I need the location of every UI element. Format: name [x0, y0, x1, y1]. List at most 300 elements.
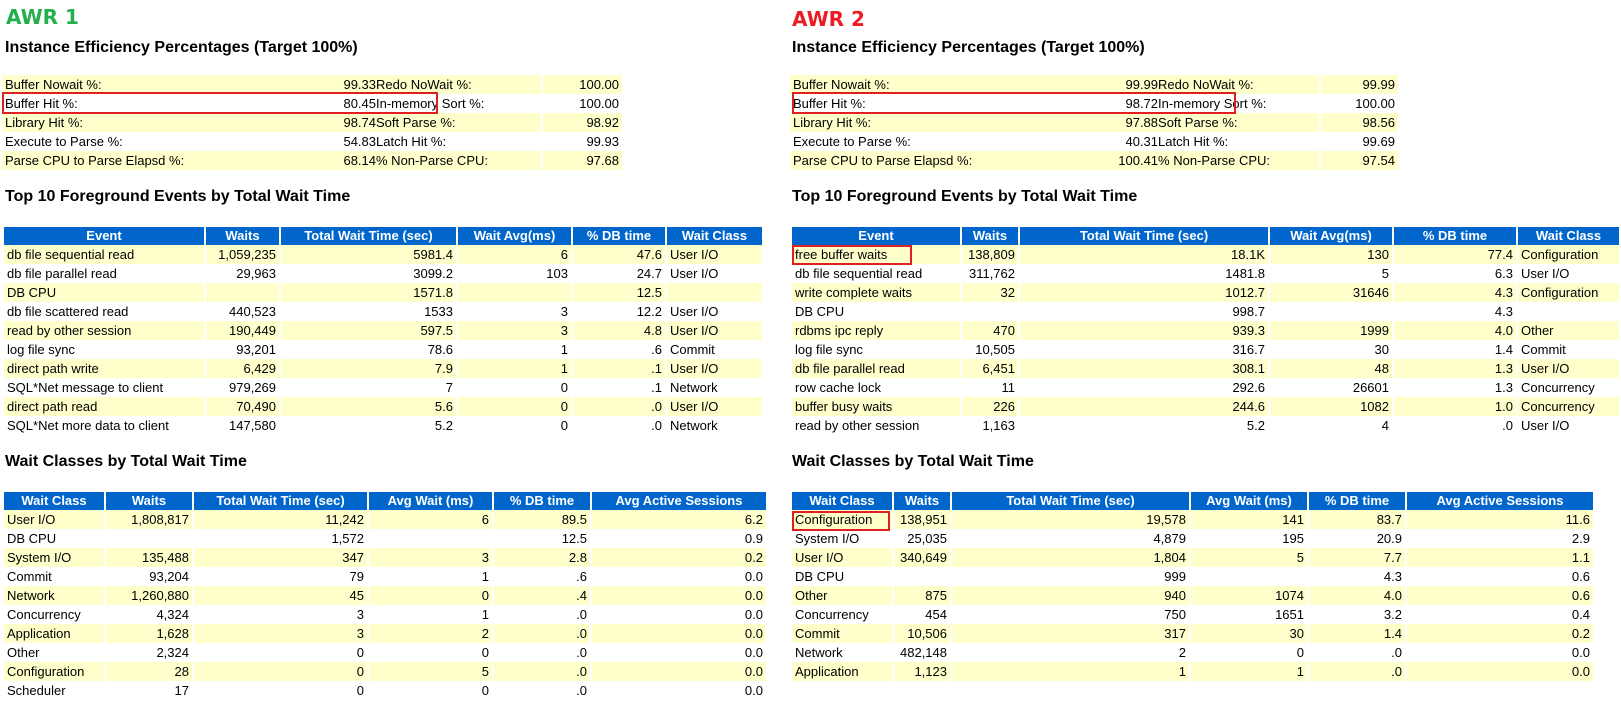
- table-row: [2, 75, 622, 94]
- table-cell: Configuration: [1518, 283, 1619, 302]
- table-cell: 1: [952, 662, 1189, 681]
- table-cell: Configuration: [4, 662, 104, 681]
- table-cell: User I/O: [667, 264, 762, 283]
- table-cell: Concurrency: [1518, 378, 1619, 397]
- table-cell: .1: [573, 359, 665, 378]
- table-cell: 30: [1191, 624, 1307, 643]
- table-cell: 0.0: [592, 567, 766, 586]
- table-cell: 0.2: [592, 548, 766, 567]
- table-cell: Network: [667, 416, 762, 435]
- table-row: [4, 567, 766, 586]
- table-cell: Redo NoWait %:: [376, 75, 541, 94]
- table-cell: Execute to Parse %:: [790, 132, 1092, 151]
- table-row: [4, 264, 762, 283]
- table-cell: Parse CPU to Parse Elapsd %:: [2, 151, 310, 170]
- column-header-avg-active-sessions: Avg Active Sessions: [1407, 492, 1593, 510]
- table-cell: 103: [458, 264, 571, 283]
- table-cell: 1571.8: [281, 283, 456, 302]
- table-cell: Redo NoWait %:: [1158, 75, 1319, 94]
- table-row: [792, 643, 1593, 662]
- table-cell: 99.99: [1319, 75, 1398, 94]
- table-row: [4, 548, 766, 567]
- column-header-wait-class: Wait Class: [667, 227, 762, 245]
- table-row: [4, 643, 766, 662]
- table-cell: read by other session: [4, 321, 204, 340]
- table-cell: 5.6: [281, 397, 456, 416]
- awr2-events-table: [790, 227, 1621, 435]
- table-cell: 1082: [1270, 397, 1392, 416]
- table-cell: 454: [894, 605, 950, 624]
- table-cell: 98.56: [1319, 113, 1398, 132]
- table-cell: 0.0: [1407, 662, 1593, 681]
- table-row: [792, 586, 1593, 605]
- table-cell: 1: [1191, 662, 1307, 681]
- table-cell: 0.2: [1407, 624, 1593, 643]
- table-cell: 1.3: [1394, 378, 1516, 397]
- table-cell: Configuration: [1518, 245, 1619, 264]
- table-cell: 100.41: [1092, 151, 1158, 170]
- table-cell: 1.4: [1309, 624, 1405, 643]
- table-cell: 32: [962, 283, 1018, 302]
- table-cell: Buffer Nowait %:: [790, 75, 1092, 94]
- table-cell: 98.72: [1092, 94, 1158, 113]
- table-cell: Buffer Nowait %:: [2, 75, 310, 94]
- table-header-row: [4, 227, 762, 245]
- table-cell: direct path write: [4, 359, 204, 378]
- table-cell: 3: [458, 302, 571, 321]
- table-row: [790, 132, 1398, 151]
- table-cell: Soft Parse %:: [376, 113, 541, 132]
- table-cell: 0.9: [592, 529, 766, 548]
- table-cell: 147,580: [206, 416, 279, 435]
- awr2-title: AWR 2: [792, 7, 865, 31]
- table-row: [792, 245, 1619, 264]
- table-row: [792, 264, 1619, 283]
- table-cell: 17: [106, 681, 192, 700]
- table-cell: 999: [952, 567, 1189, 586]
- table-cell: db file parallel read: [4, 264, 204, 283]
- table-cell: 1481.8: [1020, 264, 1268, 283]
- table-cell: 47.6: [573, 245, 665, 264]
- table-cell: DB CPU: [792, 302, 960, 321]
- table-cell: 3: [458, 321, 571, 340]
- table-cell: 99.93: [541, 132, 622, 151]
- table-row: [2, 151, 622, 170]
- table-cell: 12.5: [573, 283, 665, 302]
- table-cell: 1012.7: [1020, 283, 1268, 302]
- table-cell: 78.6: [281, 340, 456, 359]
- table-cell: 3: [194, 624, 367, 643]
- column-header-total-wait-time-sec: Total Wait Time (sec): [194, 492, 367, 510]
- table-cell: 98.74: [310, 113, 376, 132]
- table-cell: 83.7: [1309, 510, 1405, 529]
- table-cell: 10,506: [894, 624, 950, 643]
- table-cell: 29,963: [206, 264, 279, 283]
- table-cell: 25,035: [894, 529, 950, 548]
- table-cell: Other: [792, 586, 892, 605]
- table-row: [790, 151, 1398, 170]
- table-row: [4, 662, 766, 681]
- table-cell: Application: [4, 624, 104, 643]
- table-cell: 440,523: [206, 302, 279, 321]
- table-cell: .0: [494, 605, 590, 624]
- column-header-waits: Waits: [894, 492, 950, 510]
- table-row: [792, 529, 1593, 548]
- table-row: [2, 94, 622, 113]
- table-row: [792, 605, 1593, 624]
- table-cell: .4: [494, 586, 590, 605]
- table-cell: Library Hit %:: [2, 113, 310, 132]
- table-cell: 68.14: [310, 151, 376, 170]
- table-cell: Commit: [1518, 340, 1619, 359]
- awr1-events-table: [2, 227, 764, 435]
- awr1-events-title: Top 10 Foreground Events by Total Wait Time: [5, 188, 351, 205]
- table-cell: 138,951: [894, 510, 950, 529]
- table-cell: 1.4: [1394, 340, 1516, 359]
- table-cell: User I/O: [1518, 416, 1619, 435]
- table-cell: 31646: [1270, 283, 1392, 302]
- table-row: [4, 416, 762, 435]
- table-cell: 1.3: [1394, 359, 1516, 378]
- table-cell: 1,804: [952, 548, 1189, 567]
- table-cell: 4.3: [1309, 567, 1405, 586]
- column-header-total-wait-time-sec: Total Wait Time (sec): [952, 492, 1189, 510]
- table-cell: 875: [894, 586, 950, 605]
- column-header-wait-avg-ms: Wait Avg(ms): [458, 227, 571, 245]
- table-cell: User I/O: [667, 359, 762, 378]
- table-cell: 0.0: [592, 643, 766, 662]
- table-row: [2, 113, 622, 132]
- table-cell: 1651: [1191, 605, 1307, 624]
- table-cell: 0: [369, 681, 492, 700]
- table-row: [4, 510, 766, 529]
- table-cell: 141: [1191, 510, 1307, 529]
- table-cell: .0: [494, 643, 590, 662]
- table-cell: 0: [369, 643, 492, 662]
- table-cell: DB CPU: [4, 529, 104, 548]
- table-cell: User I/O: [1518, 359, 1619, 378]
- table-cell: 0.0: [592, 605, 766, 624]
- table-cell: SQL*Net more data to client: [4, 416, 204, 435]
- column-header-wait-class: Wait Class: [4, 492, 104, 510]
- table-cell: 6,429: [206, 359, 279, 378]
- table-cell: Scheduler: [4, 681, 104, 700]
- table-cell: 100.00: [541, 75, 622, 94]
- table-cell: 10,505: [962, 340, 1018, 359]
- table-cell: 470: [962, 321, 1018, 340]
- table-cell: 3: [369, 548, 492, 567]
- table-cell: .6: [573, 340, 665, 359]
- table-cell: User I/O: [4, 510, 104, 529]
- table-cell: 0: [369, 586, 492, 605]
- awr2-efficiency-table: [790, 75, 1398, 170]
- table-cell: .0: [573, 416, 665, 435]
- table-row: [792, 302, 1619, 321]
- table-cell: .0: [1309, 662, 1405, 681]
- table-cell: .0: [494, 624, 590, 643]
- column-header-wait-avg-ms: Wait Avg(ms): [1270, 227, 1392, 245]
- table-cell: 1.1: [1407, 548, 1593, 567]
- table-row: [4, 681, 766, 700]
- table-cell: Latch Hit %:: [1158, 132, 1319, 151]
- table-cell: 77.4: [1394, 245, 1516, 264]
- table-cell: 19,578: [952, 510, 1189, 529]
- table-cell: 24.7: [573, 264, 665, 283]
- table-cell: 1,808,817: [106, 510, 192, 529]
- table-cell: Commit: [667, 340, 762, 359]
- table-cell: 6: [369, 510, 492, 529]
- table-cell: 93,201: [206, 340, 279, 359]
- table-cell: 12.5: [494, 529, 590, 548]
- table-cell: 99.69: [1319, 132, 1398, 151]
- column-header-event: Event: [792, 227, 960, 245]
- awr2-classes-title: Wait Classes by Total Wait Time: [792, 453, 1034, 470]
- table-cell: 99.99: [1092, 75, 1158, 94]
- column-header-db-time: % DB time: [494, 492, 590, 510]
- table-row: [792, 340, 1619, 359]
- table-cell: buffer busy waits: [792, 397, 960, 416]
- table-cell: [1191, 567, 1307, 586]
- table-cell: 5981.4: [281, 245, 456, 264]
- table-cell: DB CPU: [4, 283, 204, 302]
- table-cell: 1: [369, 605, 492, 624]
- table-cell: 1: [458, 340, 571, 359]
- column-header-wait-class: Wait Class: [792, 492, 892, 510]
- table-cell: 5.2: [281, 416, 456, 435]
- table-cell: 3099.2: [281, 264, 456, 283]
- table-cell: 7.7: [1309, 548, 1405, 567]
- table-cell: [369, 529, 492, 548]
- table-cell: 0: [458, 378, 571, 397]
- table-cell: 2.8: [494, 548, 590, 567]
- table-row: [792, 416, 1619, 435]
- table-cell: 0: [194, 643, 367, 662]
- table-cell: 5: [369, 662, 492, 681]
- table-cell: 6.3: [1394, 264, 1516, 283]
- table-cell: 0: [194, 681, 367, 700]
- table-cell: 244.6: [1020, 397, 1268, 416]
- table-cell: 4.3: [1394, 302, 1516, 321]
- awr1-classes-title: Wait Classes by Total Wait Time: [5, 453, 247, 470]
- table-cell: 1,628: [106, 624, 192, 643]
- table-cell: 0.0: [592, 662, 766, 681]
- table-cell: 70,490: [206, 397, 279, 416]
- table-cell: 6: [458, 245, 571, 264]
- table-cell: 12.2: [573, 302, 665, 321]
- table-cell: 11: [962, 378, 1018, 397]
- table-cell: 99.33: [310, 75, 376, 94]
- table-cell: 0.4: [1407, 605, 1593, 624]
- table-cell: 1,260,880: [106, 586, 192, 605]
- awr1-efficiency-table: [2, 75, 622, 170]
- table-cell: 0: [458, 397, 571, 416]
- table-cell: 130: [1270, 245, 1392, 264]
- table-row: [4, 378, 762, 397]
- table-cell: Concurrency: [792, 605, 892, 624]
- table-cell: 98.92: [541, 113, 622, 132]
- table-cell: 4.0: [1309, 586, 1405, 605]
- table-row: [4, 586, 766, 605]
- table-cell: 93,204: [106, 567, 192, 586]
- table-row: [790, 94, 1398, 113]
- table-cell: read by other session: [792, 416, 960, 435]
- table-cell: .0: [494, 681, 590, 700]
- table-cell: direct path read: [4, 397, 204, 416]
- table-cell: [106, 529, 192, 548]
- table-cell: row cache lock: [792, 378, 960, 397]
- table-cell: Commit: [792, 624, 892, 643]
- table-cell: 28: [106, 662, 192, 681]
- table-cell: [1270, 302, 1392, 321]
- column-header-waits: Waits: [962, 227, 1018, 245]
- table-cell: 0.6: [1407, 567, 1593, 586]
- table-cell: 3.2: [1309, 605, 1405, 624]
- column-header-total-wait-time-sec: Total Wait Time (sec): [1020, 227, 1268, 245]
- table-cell: Concurrency: [4, 605, 104, 624]
- table-cell: .6: [494, 567, 590, 586]
- table-row: [4, 340, 762, 359]
- table-cell: % Non-Parse CPU:: [376, 151, 541, 170]
- table-cell: .0: [1394, 416, 1516, 435]
- column-header-waits: Waits: [106, 492, 192, 510]
- table-row: [792, 548, 1593, 567]
- table-cell: User I/O: [667, 245, 762, 264]
- table-cell: Other: [4, 643, 104, 662]
- table-cell: 80.45: [310, 94, 376, 113]
- table-cell: 0.0: [592, 681, 766, 700]
- column-header-total-wait-time-sec: Total Wait Time (sec): [281, 227, 456, 245]
- table-cell: log file sync: [4, 340, 204, 359]
- table-cell: 4,879: [952, 529, 1189, 548]
- table-cell: 3: [194, 605, 367, 624]
- awr1-efficiency-title: Instance Efficiency Percentages (Target 100%): [5, 39, 358, 56]
- column-header-waits: Waits: [206, 227, 279, 245]
- table-cell: db file parallel read: [792, 359, 960, 378]
- table-cell: 4: [1270, 416, 1392, 435]
- table-cell: 20.9: [1309, 529, 1405, 548]
- table-cell: 89.5: [494, 510, 590, 529]
- table-cell: 0.6: [1407, 586, 1593, 605]
- table-cell: [458, 283, 571, 302]
- awr2-classes-table: [790, 492, 1595, 681]
- table-cell: 5: [1191, 548, 1307, 567]
- table-cell: 18.1K: [1020, 245, 1268, 264]
- table-cell: 4,324: [106, 605, 192, 624]
- table-cell: System I/O: [4, 548, 104, 567]
- table-cell: 0: [194, 662, 367, 681]
- table-row: [792, 397, 1619, 416]
- table-cell: 54.83: [310, 132, 376, 151]
- table-row: [4, 529, 766, 548]
- table-cell: .0: [573, 397, 665, 416]
- table-cell: 0.0: [592, 624, 766, 643]
- table-cell: Library Hit %:: [790, 113, 1092, 132]
- table-cell: db file scattered read: [4, 302, 204, 321]
- table-cell: 1.0: [1394, 397, 1516, 416]
- table-cell: SQL*Net message to client: [4, 378, 204, 397]
- column-header-db-time: % DB time: [1394, 227, 1516, 245]
- table-cell: 4.3: [1394, 283, 1516, 302]
- table-cell: 138,809: [962, 245, 1018, 264]
- table-cell: [667, 283, 762, 302]
- table-cell: 2: [952, 643, 1189, 662]
- table-cell: 292.6: [1020, 378, 1268, 397]
- table-cell: 135,488: [106, 548, 192, 567]
- table-cell: 195: [1191, 529, 1307, 548]
- table-row: [790, 75, 1398, 94]
- table-cell: 979,269: [206, 378, 279, 397]
- table-cell: 308.1: [1020, 359, 1268, 378]
- table-row: [4, 283, 762, 302]
- table-cell: 45: [194, 586, 367, 605]
- table-cell: Latch Hit %:: [376, 132, 541, 151]
- column-header-wait-class: Wait Class: [1518, 227, 1619, 245]
- table-cell: 940: [952, 586, 1189, 605]
- table-cell: 1: [369, 567, 492, 586]
- table-cell: In-memory Sort %:: [1158, 94, 1319, 113]
- table-cell: free buffer waits: [792, 245, 960, 264]
- table-cell: 190,449: [206, 321, 279, 340]
- table-cell: 597.5: [281, 321, 456, 340]
- awr2-efficiency-title: Instance Efficiency Percentages (Target 100%): [792, 39, 1145, 56]
- column-header-event: Event: [4, 227, 204, 245]
- table-row: [792, 567, 1593, 586]
- table-cell: 100.00: [541, 94, 622, 113]
- table-cell: % Non-Parse CPU:: [1158, 151, 1319, 170]
- table-cell: 26601: [1270, 378, 1392, 397]
- table-row: [4, 321, 762, 340]
- table-cell: [962, 302, 1018, 321]
- column-header-db-time: % DB time: [1309, 492, 1405, 510]
- table-cell: db file sequential read: [4, 245, 204, 264]
- table-cell: User I/O: [667, 302, 762, 321]
- awr1-title: AWR 1: [6, 5, 79, 29]
- table-cell: log file sync: [792, 340, 960, 359]
- table-cell: .1: [573, 378, 665, 397]
- table-row: [4, 397, 762, 416]
- awr1-classes-table: [2, 492, 768, 700]
- table-cell: 100.00: [1319, 94, 1398, 113]
- table-cell: 1,123: [894, 662, 950, 681]
- table-cell: 11,242: [194, 510, 367, 529]
- table-cell: 6,451: [962, 359, 1018, 378]
- table-cell: 0: [458, 416, 571, 435]
- table-cell: 2,324: [106, 643, 192, 662]
- table-cell: Parse CPU to Parse Elapsd %:: [790, 151, 1092, 170]
- table-cell: 11.6: [1407, 510, 1593, 529]
- table-row: [2, 132, 622, 151]
- table-cell: User I/O: [1518, 264, 1619, 283]
- table-cell: 482,148: [894, 643, 950, 662]
- table-cell: 317: [952, 624, 1189, 643]
- table-cell: User I/O: [667, 397, 762, 416]
- table-row: [792, 662, 1593, 681]
- table-row: [792, 624, 1593, 643]
- column-header-db-time: % DB time: [573, 227, 665, 245]
- table-cell: 48: [1270, 359, 1392, 378]
- table-cell: 7.9: [281, 359, 456, 378]
- table-cell: 2.9: [1407, 529, 1593, 548]
- table-row: [4, 359, 762, 378]
- table-cell: 0: [1191, 643, 1307, 662]
- table-cell: rdbms ipc reply: [792, 321, 960, 340]
- table-row: [792, 359, 1619, 378]
- table-cell: .0: [494, 662, 590, 681]
- table-cell: 5: [1270, 264, 1392, 283]
- table-row: [790, 113, 1398, 132]
- table-cell: User I/O: [792, 548, 892, 567]
- table-cell: Buffer Hit %:: [2, 94, 310, 113]
